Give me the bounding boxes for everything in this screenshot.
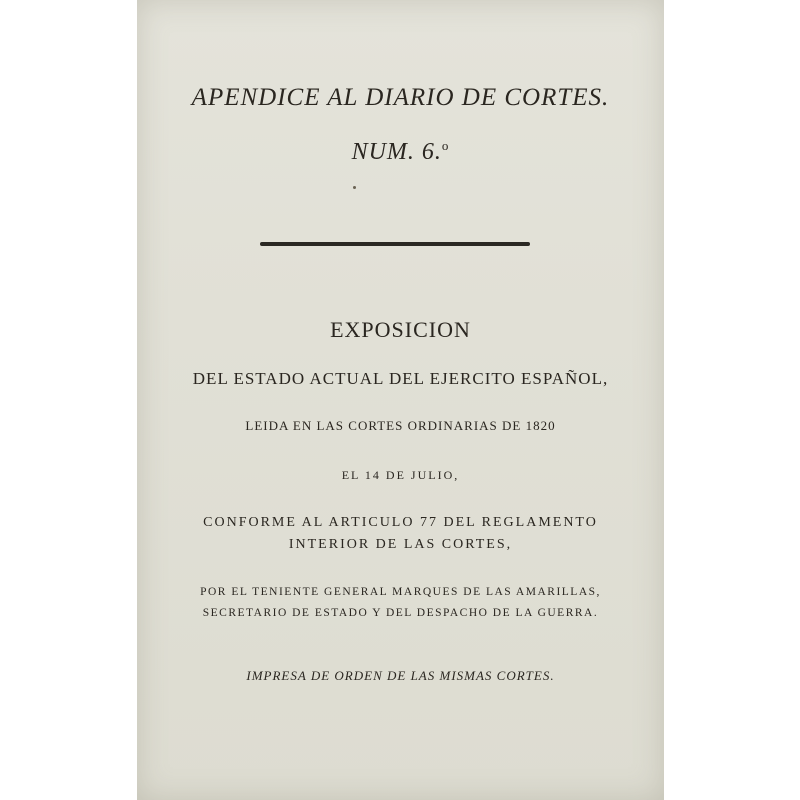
reading-note: LEIDA EN LAS CORTES ORDINARIAS DE 1820 [245,418,556,433]
document-subtitle: DEL ESTADO ACTUAL DEL EJERCITO ESPAÑOL, [192,369,609,388]
horizontal-rule [260,242,530,246]
author-line-1: POR EL TENIENTE GENERAL MARQUES DE LAS AMARILLAS, [200,586,601,598]
reading-date: EL 14 DE JULIO, [341,468,460,482]
article-line-2: INTERIOR DE LAS CORTES, [288,537,513,552]
imprint-line: IMPRESA DE ORDEN DE LAS MISMAS CORTES. [246,668,555,683]
author-line-2: SECRETARIO DE ESTADO Y DEL DESPACHO DE LA GUERRA. [202,607,599,619]
issue-number [137,138,664,166]
article-line-1: CONFORME AL ARTICULO 77 DEL REGLAMENTO [203,515,598,530]
document-page [137,0,664,800]
document-heading: EXPOSICION [330,317,471,342]
ink-speck [353,186,356,189]
issue-number-label: NUM. 6. [351,139,442,165]
issue-number-suffix: o [441,138,450,153]
journal-title: APENDICE AL DIARIO DE CORTES. [191,84,610,111]
